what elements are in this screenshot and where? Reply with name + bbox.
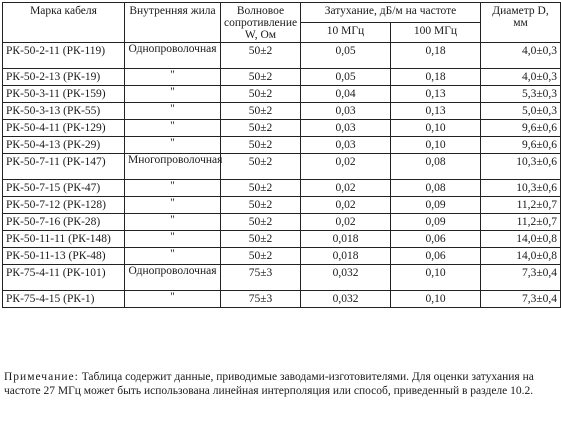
cell-diameter: 14,0±0,8 — [481, 248, 561, 265]
cell-diameter: 7,3±0,4 — [481, 265, 561, 291]
cell-brand: РК-50-11-11 (РК-148) — [3, 231, 125, 248]
cell-inner-conductor: " — [125, 214, 221, 231]
cell-attenuation-100: 0,09 — [391, 197, 481, 214]
header-inner-conductor: Внутренняя жила — [125, 3, 221, 43]
cell-attenuation-10: 0,02 — [301, 180, 391, 197]
table-row — [3, 180, 561, 197]
cell-diameter: 14,0±0,8 — [481, 231, 561, 248]
cell-attenuation-10: 0,03 — [301, 137, 391, 154]
cell-diameter: 7,3±0,4 — [481, 291, 561, 308]
header-freq-10: 10 МГц — [301, 23, 391, 43]
cell-brand: РК-50-11-13 (РК-48) — [3, 248, 125, 265]
table-row — [3, 154, 561, 180]
cell-attenuation-10: 0,018 — [301, 248, 391, 265]
cell-attenuation-10: 0,03 — [301, 103, 391, 120]
cell-impedance: 50±2 — [221, 154, 301, 180]
cell-diameter: 10,3±0,6 — [481, 154, 561, 180]
cell-inner-conductor: " — [125, 137, 221, 154]
cell-brand: РК-75-4-15 (РК-1) — [3, 291, 125, 308]
cell-impedance: 50±2 — [221, 231, 301, 248]
cell-attenuation-100: 0,09 — [391, 214, 481, 231]
cell-inner-conductor: " — [125, 231, 221, 248]
cell-attenuation-10: 0,03 — [301, 120, 391, 137]
cell-inner-conductor: " — [125, 291, 221, 308]
cell-attenuation-10: 0,032 — [301, 265, 391, 291]
table-row — [3, 69, 561, 86]
table-row — [3, 231, 561, 248]
cell-diameter: 5,3±0,3 — [481, 86, 561, 103]
cell-attenuation-100: 0,08 — [391, 180, 481, 197]
header-freq-100: 100 МГц — [391, 23, 481, 43]
cell-diameter: 5,0±0,3 — [481, 103, 561, 120]
cell-attenuation-10: 0,05 — [301, 69, 391, 86]
table-row — [3, 43, 561, 69]
cell-brand: РК-50-7-16 (РК-28) — [3, 214, 125, 231]
cell-diameter: 4,0±0,3 — [481, 69, 561, 86]
cell-attenuation-10: 0,02 — [301, 197, 391, 214]
cell-brand: РК-50-3-13 (РК-55) — [3, 103, 125, 120]
cell-impedance: 50±2 — [221, 197, 301, 214]
cell-inner-conductor: " — [125, 248, 221, 265]
cell-inner-conductor: " — [125, 103, 221, 120]
cell-attenuation-100: 0,13 — [391, 86, 481, 103]
cell-brand: РК-50-4-11 (РК-129) — [3, 120, 125, 137]
table-row — [3, 291, 561, 308]
table-row — [3, 248, 561, 265]
cell-attenuation-10: 0,018 — [301, 231, 391, 248]
cell-attenuation-10: 0,02 — [301, 154, 391, 180]
table-row — [3, 86, 561, 103]
cell-impedance: 50±2 — [221, 180, 301, 197]
cell-impedance: 50±2 — [221, 69, 301, 86]
cell-inner-conductor: " — [125, 69, 221, 86]
cell-impedance: 50±2 — [221, 103, 301, 120]
cell-attenuation-100: 0,06 — [391, 248, 481, 265]
cell-inner-conductor: Многопроволочная — [125, 154, 221, 180]
cell-attenuation-100: 0,13 — [391, 103, 481, 120]
table-row — [3, 214, 561, 231]
cell-brand: РК-75-4-11 (РК-101) — [3, 265, 125, 291]
cell-attenuation-100: 0,06 — [391, 231, 481, 248]
header-diameter: Диаметр D, мм — [481, 3, 561, 43]
cell-attenuation-100: 0,08 — [391, 154, 481, 180]
table-row — [3, 120, 561, 137]
cell-impedance: 50±2 — [221, 214, 301, 231]
cell-attenuation-10: 0,032 — [301, 291, 391, 308]
cell-inner-conductor: Однопроволочная — [125, 43, 221, 69]
cell-inner-conductor: Однопроволочная — [125, 265, 221, 291]
cell-attenuation-100: 0,18 — [391, 43, 481, 69]
cell-impedance: 75±3 — [221, 291, 301, 308]
cell-impedance: 75±3 — [221, 265, 301, 291]
footnote-text: Таблица содержит данные, приводимые заводами-изготовителями. Для оценки затухания на частоте 27 МГц может быть использована линейная интерполяция или способ, приведенный в разделе 10.2. — [4, 371, 534, 397]
cell-impedance: 50±2 — [221, 86, 301, 103]
table-body — [3, 43, 561, 308]
table-row — [3, 137, 561, 154]
header-impedance: Волновое сопротивление W, Ом — [221, 3, 301, 43]
cell-brand: РК-50-3-11 (РК-159) — [3, 86, 125, 103]
cell-inner-conductor: " — [125, 86, 221, 103]
table-row — [3, 265, 561, 291]
cell-attenuation-100: 0,18 — [391, 69, 481, 86]
cell-brand: РК-50-2-13 (РК-19) — [3, 69, 125, 86]
header-attenuation: Затухание, дБ/м на частоте — [301, 3, 481, 23]
cell-brand: РК-50-7-11 (РК-147) — [3, 154, 125, 180]
header-brand: Марка кабеля — [3, 3, 125, 43]
cell-inner-conductor: " — [125, 180, 221, 197]
footnote — [4, 370, 560, 398]
cell-diameter: 10,3±0,6 — [481, 180, 561, 197]
cell-inner-conductor: " — [125, 197, 221, 214]
cell-attenuation-10: 0,05 — [301, 43, 391, 69]
cell-inner-conductor: " — [125, 120, 221, 137]
cell-attenuation-100: 0,10 — [391, 137, 481, 154]
cell-impedance: 50±2 — [221, 43, 301, 69]
cell-impedance: 50±2 — [221, 248, 301, 265]
cell-diameter: 9,6±0,6 — [481, 120, 561, 137]
cell-attenuation-10: 0,04 — [301, 86, 391, 103]
table-header — [3, 3, 561, 43]
cell-brand: РК-50-2-11 (РК-119) — [3, 43, 125, 69]
cell-impedance: 50±2 — [221, 137, 301, 154]
cell-attenuation-100: 0,10 — [391, 291, 481, 308]
cell-diameter: 4,0±0,3 — [481, 43, 561, 69]
table-row — [3, 103, 561, 120]
cell-attenuation-10: 0,02 — [301, 214, 391, 231]
cell-impedance: 50±2 — [221, 120, 301, 137]
cell-brand: РК-50-7-12 (РК-128) — [3, 197, 125, 214]
cell-attenuation-100: 0,10 — [391, 265, 481, 291]
cell-brand: РК-50-4-13 (РК-29) — [3, 137, 125, 154]
footnote-label: Примечание: — [4, 371, 79, 383]
cell-diameter: 11,2±0,7 — [481, 197, 561, 214]
table-row — [3, 197, 561, 214]
cell-diameter: 9,6±0,6 — [481, 137, 561, 154]
cable-table — [2, 2, 561, 308]
cell-brand: РК-50-7-15 (РК-47) — [3, 180, 125, 197]
cell-diameter: 11,2±0,7 — [481, 214, 561, 231]
cell-attenuation-100: 0,10 — [391, 120, 481, 137]
